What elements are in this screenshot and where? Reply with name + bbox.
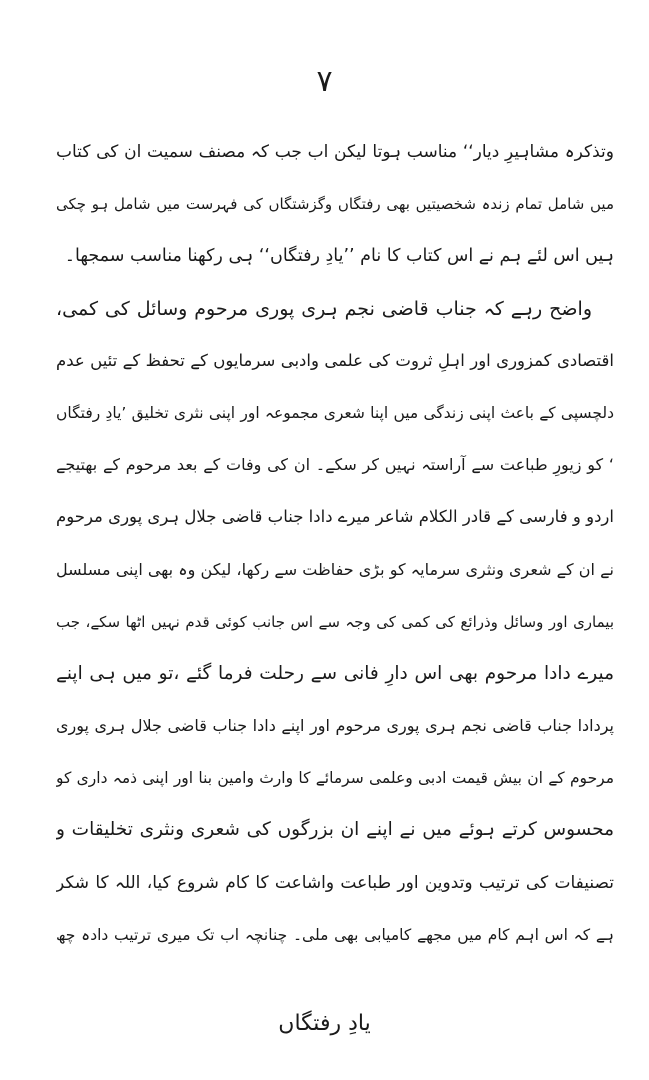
text-line: واضح رہے کہ جناب قاضی نجم ہری پوری مرحوم وسائل کی کمی، bbox=[56, 297, 592, 320]
text-line: ہے کہ اس اہم کام میں مجھے کامیابی بھی ملی۔ چنانچہ اب تک میری ترتیب دادہ چھ bbox=[56, 925, 614, 944]
text-line: بیماری اور وسائل وذرائع کی کمی کی وجہ سے اس جانب کوئی قدم نہیں اٹھا سکے، جب bbox=[56, 612, 614, 631]
text-line: دلچسپی کے باعث اپنی زندگی میں اپنا شعری مجموعہ اور اپنی نثری تخلیق ’یادِ رفتگاں bbox=[56, 403, 614, 422]
text-line: مرحوم کے ان بیش قیمت ادبی وعلمی سرمائے کا وارث وامین بنا اور اپنی ذمہ داری کو bbox=[56, 769, 614, 788]
text-line: اقتصادی کمزوری اور اہلِ ثروت کی علمی وادبی سرمایوں کے تحفظ کے تئیں عدم bbox=[56, 350, 614, 370]
text-line: ‘ کو زیورِ طباعت سے آراستہ نہیں کر سکے۔ ان کی وفات کے بعد مرحوم کے بھتیجے bbox=[56, 455, 614, 475]
text-line: تصنیفات کی ترتیب وتدوین اور طباعت واشاعت کا کام شروع کیا، اللہ کا شکر bbox=[56, 872, 614, 893]
page-number: ۷ bbox=[316, 64, 333, 99]
text-line: میرے دادا مرحوم بھی اس دارِ فانی سے رحلت فرما گئے ،تو میں ہی اپنے bbox=[56, 662, 614, 684]
text-line: اردو و فارسی کے قادر الکلام شاعر میرے دادا جناب قاضی جلال ہری پوری مرحوم bbox=[56, 507, 614, 527]
text-line: میں شامل تمام زندہ شخصیتیں بھی رفتگاں وگزشتگاں کی فہرست میں شامل ہو چکی bbox=[56, 195, 614, 214]
text-line: محسوس کرتے ہوئے میں نے اپنے ان بزرگوں کی شعری ونثری تخلیقات و bbox=[56, 819, 614, 841]
text-line: ہیں اس لئے ہم نے اس کتاب کا نام ’’یادِ رفتگاں‘‘ ہی رکھنا مناسب سمجھا۔ bbox=[64, 246, 614, 267]
footer-title: یادِ رفتگاں bbox=[278, 1011, 371, 1036]
text-line: نے ان کے شعری ونثری سرمایہ کو بڑی حفاظت سے رکھا، لیکن وہ بھی اپنی مسلسل bbox=[56, 559, 614, 579]
body-text bbox=[56, 126, 614, 961]
text-line: وتذکرہ مشاہیرِ دیار‘‘ مناسب ہوتا لیکن اب جب کہ مصنف سمیت ان کی کتاب bbox=[56, 142, 614, 162]
text-line: پردادا جناب قاضی نجم ہری پوری مرحوم اور اپنے دادا جناب قاضی جلال ہری پوری bbox=[56, 716, 614, 736]
